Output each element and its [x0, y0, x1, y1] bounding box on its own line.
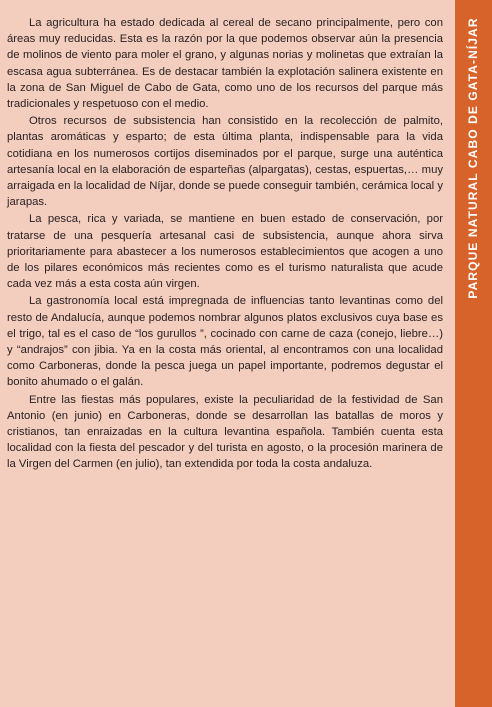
paragraph-agriculture: La agricultura ha estado dedicada al cereal de secano principalmente, pero con áreas muy reducidas. Esta es la razón por la que podemos observar aún la presencia de molinos de viento para moler el grano, y algunas norias y molinetas que extraían la escasa agua subterránea. Es de destacar también la explotación salinera existente en la zona de San Miguel de Cabo de Gata, como uno de los recursos del parque más tradicionales y respetuoso con el medio. — [7, 17, 443, 111]
paragraph-fishing: La pesca, rica y variada, se mantiene en buen estado de conservación, por tratarse de una pesquería artesanal casi de subsistencia, aunque ahora sirva prioritariamente para abastecer a los numerosos establecimientos que acogen a uno de los pilares económicos más recientes como es el turismo naturalista que acude cada vez más a esta costa aún virgen. — [7, 213, 443, 291]
body-text — [7, 15, 443, 473]
paragraph-festivities: Entre las fiestas más populares, existe la peculiaridad de la festividad de San Antonio (en junio) en Carboneras, donde se desarrollan las batallas de moros y cristianos, tan enraizadas en la cultura levantina española. También cuenta esta localidad con la fiesta del pescador y del turista en agosto, o la procesión marinera de la Virgen del Carmen (en julio), tan extendida por toda la costa andaluza. — [7, 393, 443, 471]
paragraph-subsistence-resources: Otros recursos de subsistencia han consistido en la recolección de palmito, plantas aromáticas y esparto; de esta última planta, indispensable para la vida cotidiana en los numerosos cortijos diseminados por el parque, surge una auténtica artesanía local en la elaboración de esparteñas (alpargatas), cestas, espuertas,… muy arraigada en la localidad de Níjar, donde se puede conseguir también, cerámica local y jarapas. — [7, 115, 443, 209]
paragraph-gastronomy: La gastronomía local está impregnada de influencias tanto levantinas como del resto de Andalucía, aunque podemos nombrar algunos platos exclusivos cuya base es el trigo, tal es el caso de “los gurullos ”, cocinado con carne de caza (conejo, liebre…) y “andrajos” con jibia. Ya en la costa más oriental, al encontramos con una localidad como Carboneras, donde la pesca juega un papel importante, podremos degustar el bonito ahumado o el galán. — [7, 295, 443, 389]
section-sidebar — [455, 0, 492, 707]
sidebar-title: PARQUE NATURAL CABO DE GATA-NÍJAR — [466, 17, 480, 299]
